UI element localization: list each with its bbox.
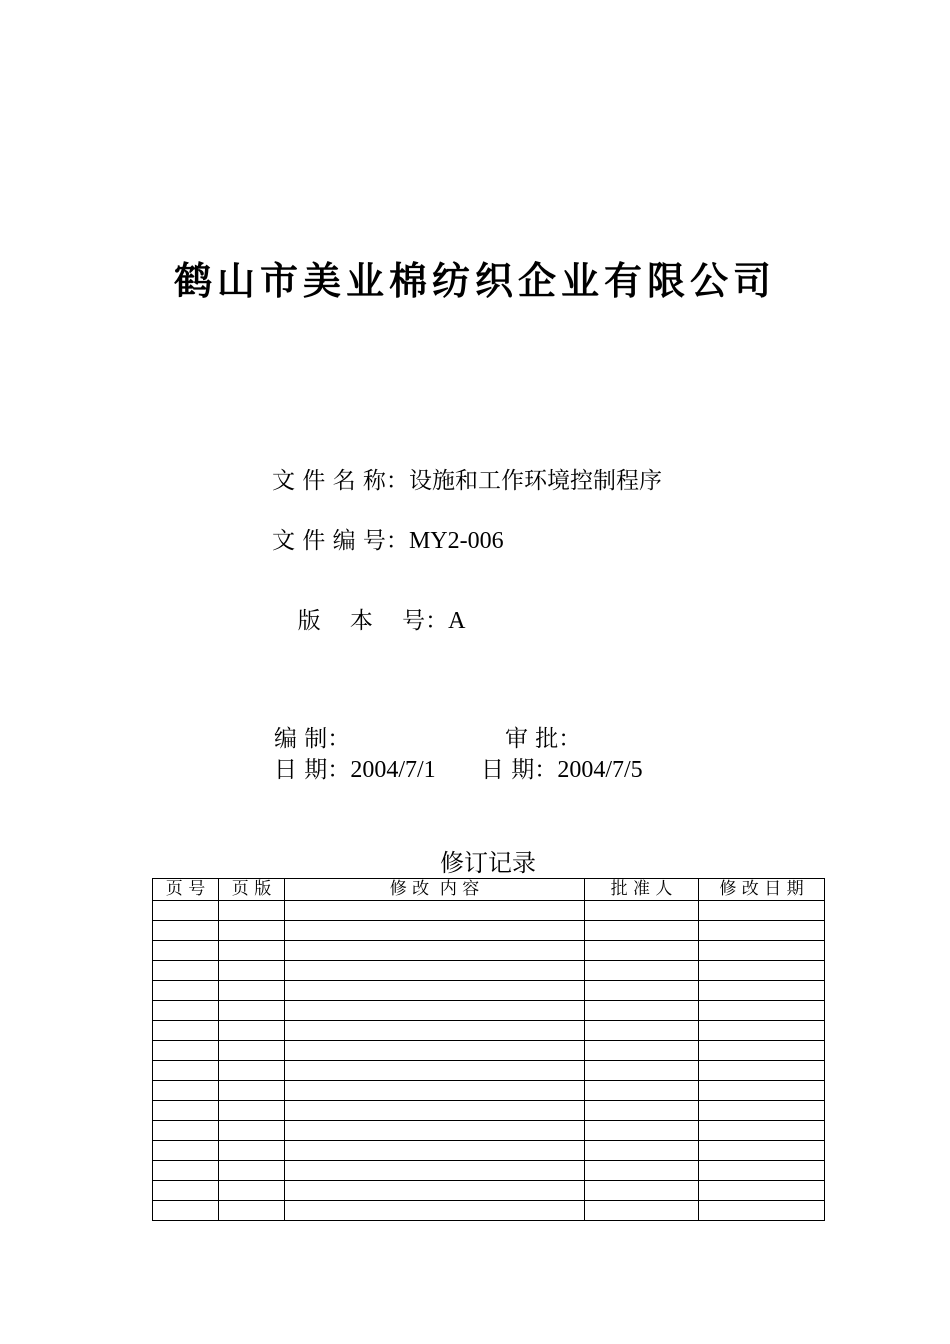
cell-change-date <box>699 1121 825 1141</box>
header-page-number: 页 号 <box>153 879 219 901</box>
table-row <box>153 1121 825 1141</box>
date1-value: 2004/7/1 <box>350 757 436 783</box>
version-label: 版 本 号： <box>297 608 449 634</box>
file-name-line <box>272 466 662 496</box>
cell-change-date <box>699 941 825 961</box>
table-row <box>153 1161 825 1181</box>
cell-page-number <box>153 1101 219 1121</box>
cell-approver <box>585 1101 699 1121</box>
table-row <box>153 1181 825 1201</box>
cell-change-content <box>285 941 585 961</box>
cell-change-content <box>285 961 585 981</box>
cell-change-content <box>285 1161 585 1181</box>
cell-page-version <box>219 1141 285 1161</box>
cell-page-version <box>219 1061 285 1081</box>
cell-approver <box>585 1021 699 1041</box>
cell-page-version <box>219 1101 285 1121</box>
cell-change-content <box>285 1041 585 1061</box>
table-row <box>153 1201 825 1221</box>
cell-change-date <box>699 1061 825 1081</box>
cell-approver <box>585 1081 699 1101</box>
cell-change-content <box>285 1001 585 1021</box>
cell-page-number <box>153 1141 219 1161</box>
cell-page-number <box>153 1081 219 1101</box>
cell-change-date <box>699 921 825 941</box>
header-approver: 批 准 人 <box>585 879 699 901</box>
table-row <box>153 1141 825 1161</box>
cell-approver <box>585 1041 699 1061</box>
date2-line <box>481 755 643 785</box>
cell-change-date <box>699 1021 825 1041</box>
cell-page-version <box>219 1121 285 1141</box>
cell-page-version <box>219 1161 285 1181</box>
cell-change-content <box>285 1061 585 1081</box>
date2-value: 2004/7/5 <box>557 757 643 783</box>
cell-page-version <box>219 961 285 981</box>
date2-label: 日 期： <box>481 757 558 783</box>
cell-change-date <box>699 961 825 981</box>
header-change-date: 修 改 日 期 <box>699 879 825 901</box>
cell-page-number <box>153 1121 219 1141</box>
cell-change-content <box>285 1141 585 1161</box>
cell-page-version <box>219 1041 285 1061</box>
compile-label: 编 制： <box>274 726 351 752</box>
file-number-value: MY2-006 <box>408 528 504 554</box>
revision-record-body <box>153 901 825 1221</box>
cell-page-version <box>219 1201 285 1221</box>
cell-approver <box>585 901 699 921</box>
cell-change-date <box>699 1201 825 1221</box>
cell-page-number <box>153 961 219 981</box>
cell-approver <box>585 1001 699 1021</box>
cell-approver <box>585 961 699 981</box>
cell-approver <box>585 941 699 961</box>
cell-change-date <box>699 1141 825 1161</box>
date1-line <box>274 755 436 785</box>
cell-approver <box>585 1121 699 1141</box>
cell-change-content <box>285 981 585 1001</box>
cell-approver <box>585 1061 699 1081</box>
cell-page-number <box>153 901 219 921</box>
cell-approver <box>585 1201 699 1221</box>
version-line <box>283 576 465 636</box>
table-row <box>153 1021 825 1041</box>
table-row <box>153 981 825 1001</box>
cell-change-date <box>699 1181 825 1201</box>
cell-change-date <box>699 981 825 1001</box>
cell-page-number <box>153 1021 219 1041</box>
cell-page-number <box>153 981 219 1001</box>
cell-page-number <box>153 1181 219 1201</box>
table-row <box>153 1041 825 1061</box>
cell-change-content <box>285 1121 585 1141</box>
cell-page-number <box>153 1201 219 1221</box>
cell-page-number <box>153 1041 219 1061</box>
cell-approver <box>585 1161 699 1181</box>
cell-page-version <box>219 941 285 961</box>
cell-change-date <box>699 1161 825 1181</box>
cell-page-version <box>219 1021 285 1041</box>
cell-page-number <box>153 941 219 961</box>
cell-page-version <box>219 1081 285 1101</box>
file-number-line <box>272 526 504 556</box>
file-name-value: 设施和工作环境控制程序 <box>408 468 662 494</box>
table-row <box>153 1081 825 1101</box>
date1-label: 日 期： <box>274 757 351 783</box>
cell-change-date <box>699 1001 825 1021</box>
cell-change-date <box>699 901 825 921</box>
cell-page-number <box>153 1061 219 1081</box>
header-change-content: 修 改 内 容 <box>285 879 585 901</box>
cell-change-content <box>285 1021 585 1041</box>
cell-change-content <box>285 1181 585 1201</box>
cell-page-version <box>219 901 285 921</box>
table-row <box>153 961 825 981</box>
cell-page-number <box>153 921 219 941</box>
cell-page-version <box>219 921 285 941</box>
cell-change-content <box>285 921 585 941</box>
cell-change-content <box>285 1201 585 1221</box>
revision-record-table <box>152 878 825 1221</box>
cell-change-content <box>285 1081 585 1101</box>
cell-page-version <box>219 1001 285 1021</box>
version-value: A <box>448 608 466 634</box>
table-row <box>153 1061 825 1081</box>
table-row <box>153 1101 825 1121</box>
cell-approver <box>585 921 699 941</box>
table-row <box>153 941 825 961</box>
header-page-version: 页 版 <box>219 879 285 901</box>
revision-record-title: 修订记录 <box>440 849 536 877</box>
approve-label: 审 批： <box>505 726 582 752</box>
cell-approver <box>585 1181 699 1201</box>
cell-change-date <box>699 1041 825 1061</box>
cell-page-number <box>153 1001 219 1021</box>
table-header-row <box>153 879 825 901</box>
cell-page-number <box>153 1161 219 1181</box>
table-row <box>153 921 825 941</box>
cell-approver <box>585 1141 699 1161</box>
file-name-label: 文 件 名 称： <box>272 468 409 494</box>
cell-approver <box>585 981 699 1001</box>
company-title: 鹤山市美业棉纺织企业有限公司 <box>173 258 776 303</box>
table-row <box>153 1001 825 1021</box>
cell-change-date <box>699 1081 825 1101</box>
cell-change-date <box>699 1101 825 1121</box>
cell-page-version <box>219 981 285 1001</box>
cell-page-version <box>219 1181 285 1201</box>
table-row <box>153 901 825 921</box>
cell-change-content <box>285 901 585 921</box>
cell-change-content <box>285 1101 585 1121</box>
file-number-label: 文 件 编 号： <box>272 528 409 554</box>
